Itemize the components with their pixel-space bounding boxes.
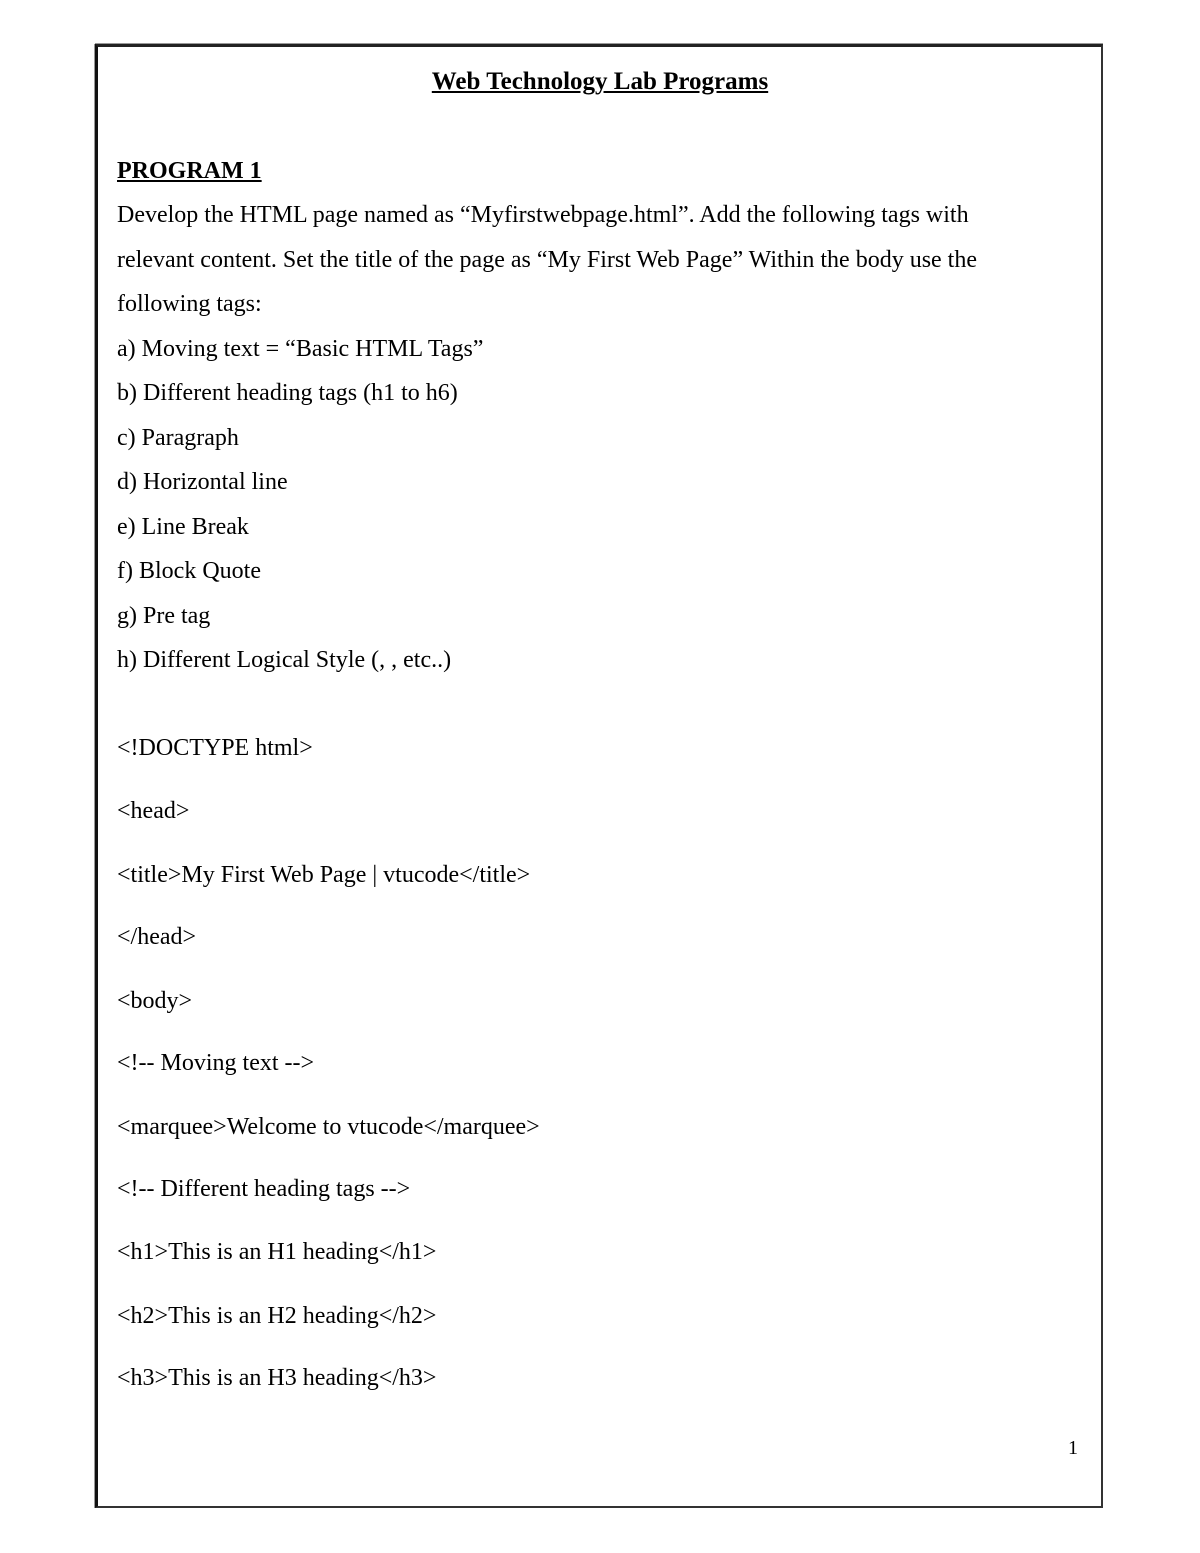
code-line: <h1>This is an H1 heading</h1>: [117, 1239, 437, 1265]
list-item: b) Different heading tags (h1 to h6): [117, 380, 458, 406]
page-number: 1: [1068, 1437, 1078, 1459]
program-heading: PROGRAM 1: [117, 158, 262, 184]
code-line: <head>: [117, 798, 190, 824]
description-line: relevant content. Set the title of the page as “My First Web Page” Within the body use the: [117, 247, 978, 273]
list-item: e) Line Break: [117, 514, 249, 540]
code-line: <marquee>Welcome to vtucode</marquee>: [117, 1114, 540, 1140]
code-line: <!-- Moving text -->: [117, 1050, 315, 1076]
list-item: g) Pre tag: [117, 603, 211, 629]
code-line: <h3>This is an H3 heading</h3>: [117, 1365, 437, 1391]
list-item: c) Paragraph: [117, 425, 239, 451]
list-item: d) Horizontal line: [117, 469, 288, 495]
code-line: <title>My First Web Page | vtucode</title>: [117, 862, 531, 888]
code-line: <!-- Different heading tags -->: [117, 1176, 411, 1202]
description-line: following tags:: [117, 291, 262, 317]
list-item: h) Different Logical Style (, , etc..): [117, 647, 452, 673]
code-line: </head>: [117, 924, 197, 950]
code-line: <h2>This is an H2 heading</h2>: [117, 1303, 437, 1329]
code-line: <!DOCTYPE html>: [117, 735, 313, 761]
list-item: a) Moving text = “Basic HTML Tags”: [117, 336, 484, 362]
list-item: f) Block Quote: [117, 558, 261, 584]
code-line: <body>: [117, 988, 193, 1014]
description-line: Develop the HTML page named as “Myfirstwebpage.html”. Add the following tags with: [117, 202, 969, 228]
document-title: Web Technology Lab Programs: [431, 68, 769, 95]
